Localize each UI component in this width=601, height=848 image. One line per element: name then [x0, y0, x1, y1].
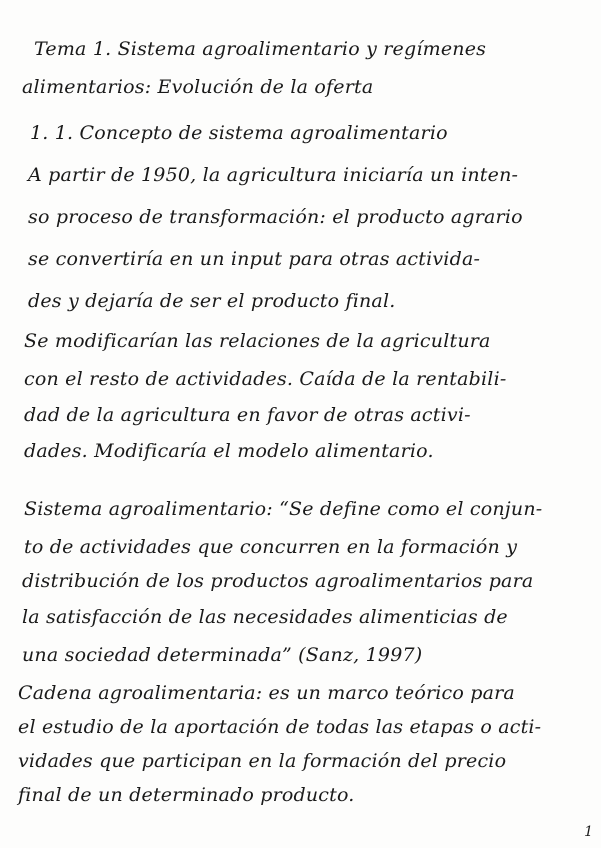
paragraph1-line-3: se convertiría en un input para otras activida-	[28, 248, 481, 270]
paragraph2-line-2: con el resto de actividades. Caída de la rentabili-	[24, 368, 507, 390]
paragraph3-line-4: la satisfacción de las necesidades alimenticias de	[22, 606, 508, 628]
paragraph3-line-3: distribución de los productos agroalimentarios para	[22, 570, 534, 592]
title-line-1: Tema 1. Sistema agroalimentario y regímenes	[34, 38, 487, 60]
page-number: 1	[584, 824, 593, 840]
paragraph1-line-1: A partir de 1950, la agricultura iniciaría un inten-	[28, 164, 519, 186]
paragraph2-line-1: Se modificarían las relaciones de la agricultura	[24, 330, 491, 352]
paragraph3-line-1: Sistema agroalimentario: “Se define como el conjun-	[24, 498, 543, 520]
paragraph2-line-4: dades. Modificaría el modelo alimentario.	[24, 440, 434, 462]
paragraph3-line-5: una sociedad determinada” (Sanz, 1997)	[22, 644, 423, 666]
title-line-2: alimentarios: Evolución de la oferta	[22, 76, 374, 98]
paragraph4-line-1: Cadena agroalimentaria: es un marco teórico para	[18, 682, 515, 704]
paragraph4-line-3: vidades que participan en la formación del precio	[18, 750, 507, 772]
paragraph1-line-2: so proceso de transformación: el producto agrario	[28, 206, 523, 228]
paragraph4-line-4: final de un determinado producto.	[18, 784, 355, 806]
section-heading: 1. 1. Concepto de sistema agroalimentario	[30, 122, 448, 144]
paragraph3-line-2: to de actividades que concurren en la formación y	[24, 536, 518, 558]
paragraph2-line-3: dad de la agricultura en favor de otras activi-	[24, 404, 471, 426]
paragraph4-line-2: el estudio de la aportación de todas las etapas o acti-	[18, 716, 542, 738]
paragraph1-line-4: des y dejaría de ser el producto final.	[28, 290, 396, 312]
